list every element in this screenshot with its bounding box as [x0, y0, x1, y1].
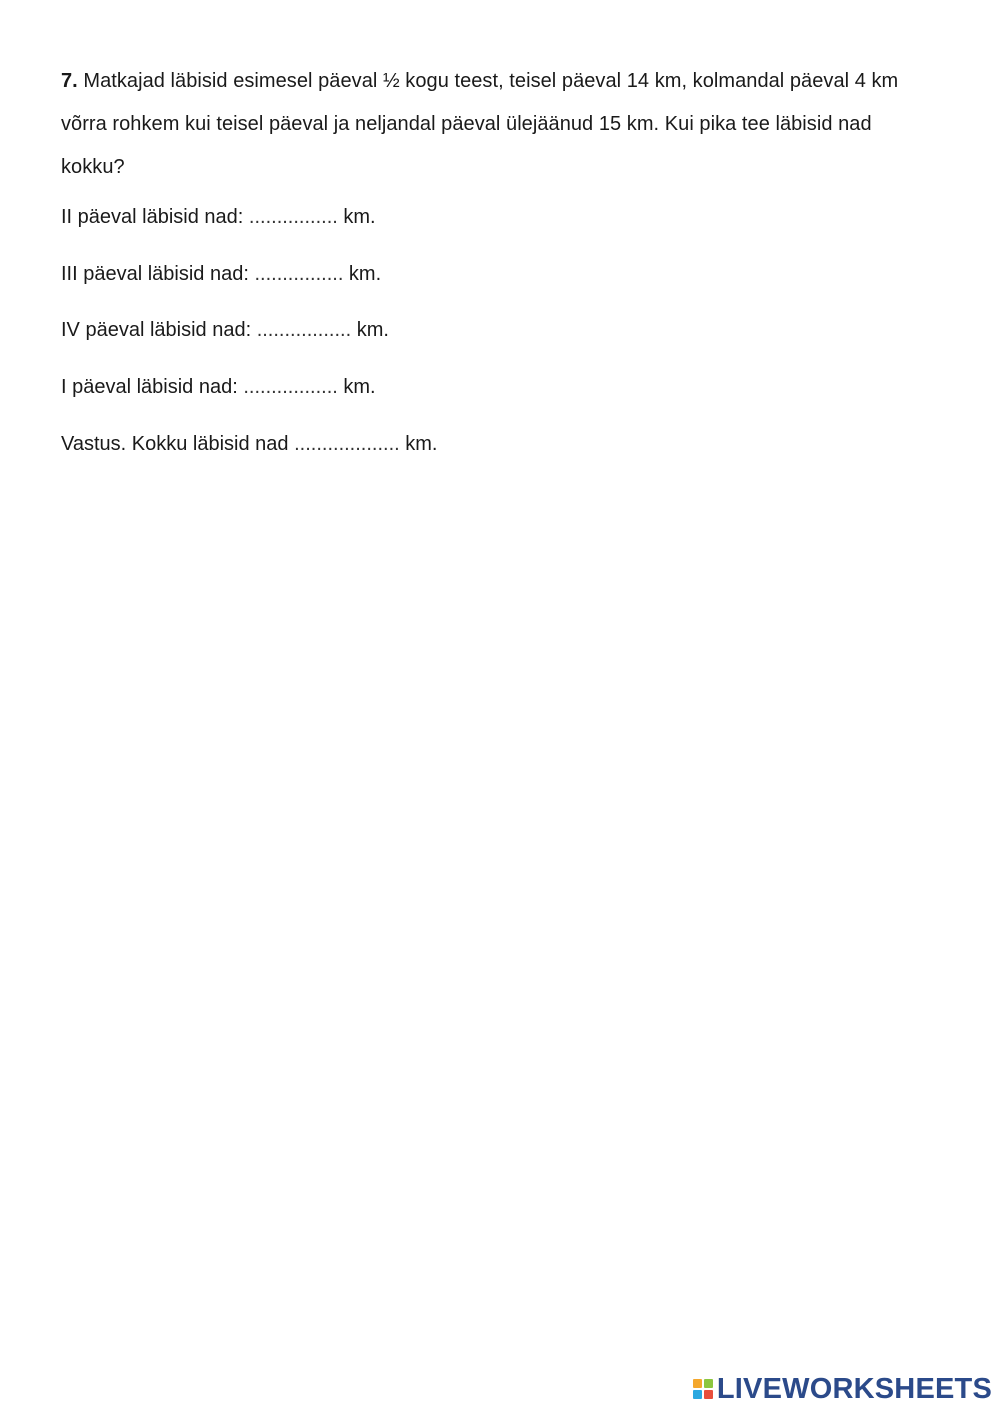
logo-block	[704, 1390, 713, 1399]
problem-statement	[61, 60, 931, 189]
answer-label: IV päeval läbisid nad:	[61, 319, 257, 341]
answer-line-day-1	[61, 373, 376, 401]
logo-block	[693, 1390, 702, 1399]
liveworksheets-logo	[693, 1371, 992, 1407]
logo-text: LIVEWORKSHEETS	[716, 1372, 992, 1405]
final-answer-blank[interactable]: ...................	[294, 433, 400, 455]
answer-blank-day-2[interactable]: ................	[248, 206, 338, 228]
logo-block	[693, 1379, 702, 1388]
problem-number: 7.	[61, 70, 78, 92]
answer-line-day-2	[61, 203, 376, 231]
answer-label: II päeval läbisid nad:	[61, 206, 249, 228]
answer-unit: km.	[343, 263, 382, 285]
final-answer-label: Vastus. Kokku läbisid nad	[61, 433, 295, 455]
final-answer-unit: km.	[399, 433, 438, 455]
logo-block	[704, 1379, 713, 1388]
answer-blank-day-4[interactable]: .................	[256, 319, 352, 341]
answer-blank-day-3[interactable]: ................	[254, 263, 344, 285]
answer-unit: km.	[337, 376, 376, 398]
answer-line-day-4	[61, 316, 389, 344]
answer-label: III päeval läbisid nad:	[61, 263, 255, 285]
answer-blank-day-1[interactable]: .................	[243, 376, 338, 398]
logo-blocks-icon	[693, 1379, 713, 1399]
answer-unit: km.	[351, 319, 389, 341]
problem-text: Matkajad läbisid esimesel päeval ½ kogu teest, teisel päeval 14 km, kolmandal päeval 4 km võrra rohkem kui teisel päeval ja neljandal päeval ülejäänud 15 km. Kui pika tee läbisid nad kokku?	[61, 70, 899, 178]
answer-label: I päeval läbisid nad:	[61, 376, 244, 398]
answer-line-day-3	[61, 260, 381, 288]
answer-unit: km.	[337, 206, 376, 228]
final-answer-line	[61, 430, 437, 458]
